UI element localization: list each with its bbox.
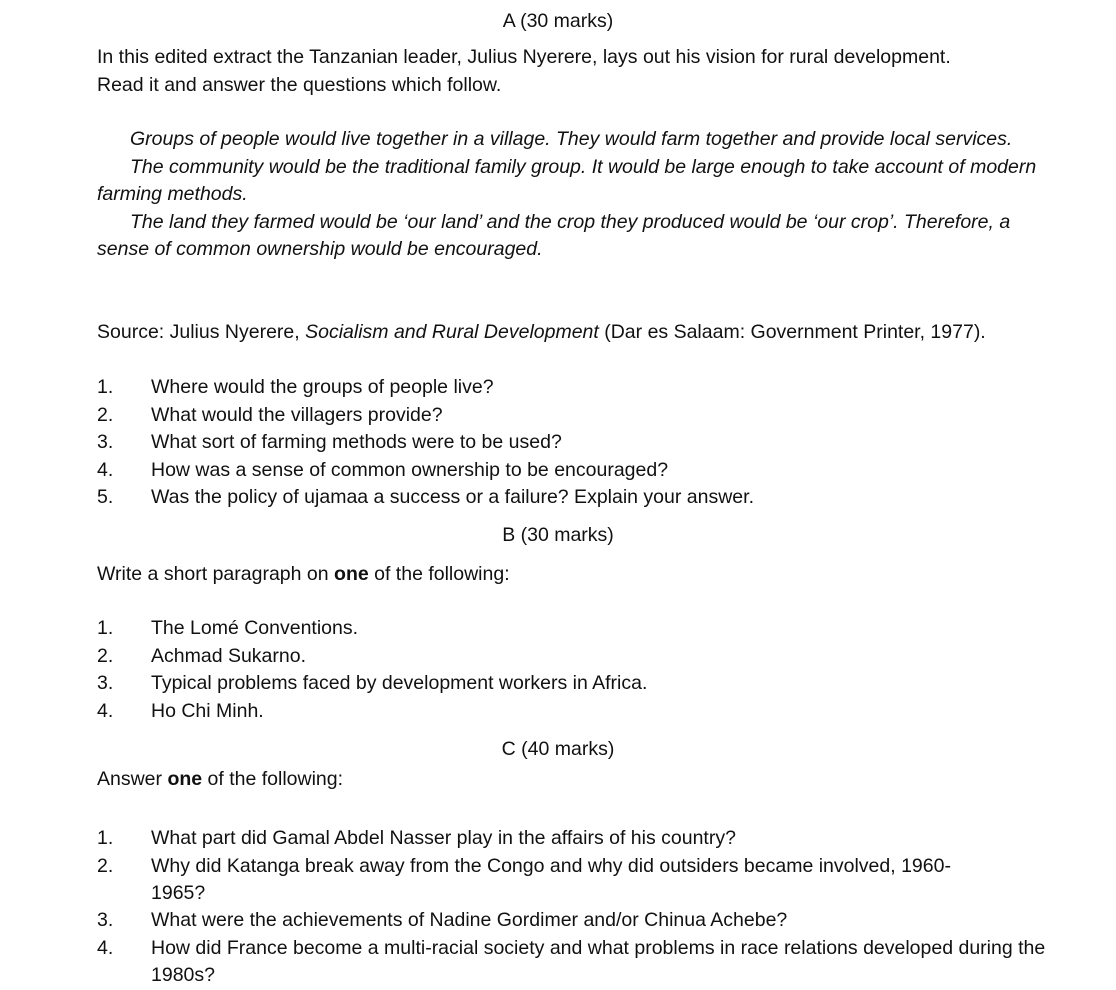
section-a-intro <box>97 44 1057 99</box>
nyerere-extract <box>97 126 1057 264</box>
list-item: 5. Was the policy of ujamaa a success or a failure? Explain your answer. <box>97 486 754 508</box>
list-item: 1. Where would the groups of people live? <box>97 376 494 398</box>
extract-paragraph: Groups of people would live together in a village. They would farm together and provide local services. <box>130 128 1013 150</box>
list-item: 3. What were the achievements of Nadine Gordimer and/or Chinua Achebe? <box>97 909 788 931</box>
list-item: 4. How was a sense of common ownership to be encouraged? <box>97 458 669 481</box>
intro-line-1: In this edited extract the Tanzanian leader, Julius Nyerere, lays out his vision for rural development. <box>97 46 951 68</box>
extract-paragraph: The community would be the traditional family group. It would be large enough to take account of modern farming methods. <box>97 155 1037 205</box>
section-b-instruction: Write a short paragraph on one of the following: <box>97 563 510 585</box>
section-c-instruction: Answer one of the following: <box>97 768 344 790</box>
section-a-heading: A (30 marks) <box>502 10 614 32</box>
list-item: 3. What sort of farming methods were to be used? <box>97 431 562 453</box>
extract-paragraph: The land they farmed would be ‘our land’ and the crop they produced would be ‘our crop’. Therefore, a sense of common ownership would be encouraged. <box>97 210 1011 260</box>
section-c-heading: C (40 marks) <box>501 738 615 760</box>
section-a-questions <box>97 374 1057 512</box>
section-b-heading: B (30 marks) <box>502 524 614 546</box>
list-item: 1. The Lomé Conventions. <box>97 617 359 639</box>
intro-line-2: Read it and answer the questions which follow. <box>97 73 502 96</box>
list-item: 2. What would the villagers provide? <box>97 403 443 426</box>
list-item: 4. Ho Chi Minh. <box>97 699 264 722</box>
section-c-questions-1-2 <box>97 825 1057 908</box>
list-item: 2. Achmad Sukarno. <box>97 644 307 667</box>
list-item: 3. Typical problems faced by development workers in Africa. <box>97 672 648 694</box>
source-citation: Source: Julius Nyerere, Socialism and Rural Development (Dar es Salaam: Government Printer, 1977). <box>97 321 986 343</box>
list-item: 4. How did France become a multi-racial society and what problems in race relations developed during the 1980s? <box>97 936 1046 986</box>
list-item: 1. What part did Gamal Abdel Nasser play in the affairs of his country? <box>97 827 736 849</box>
source-title: Socialism and Rural Development <box>305 321 599 343</box>
section-c-questions-3-4 <box>97 907 1057 990</box>
list-item: 2. Why did Katanga break away from the Congo and why did outsiders became involved, 1960-1965? <box>97 854 951 904</box>
section-b-topics <box>97 615 1057 725</box>
